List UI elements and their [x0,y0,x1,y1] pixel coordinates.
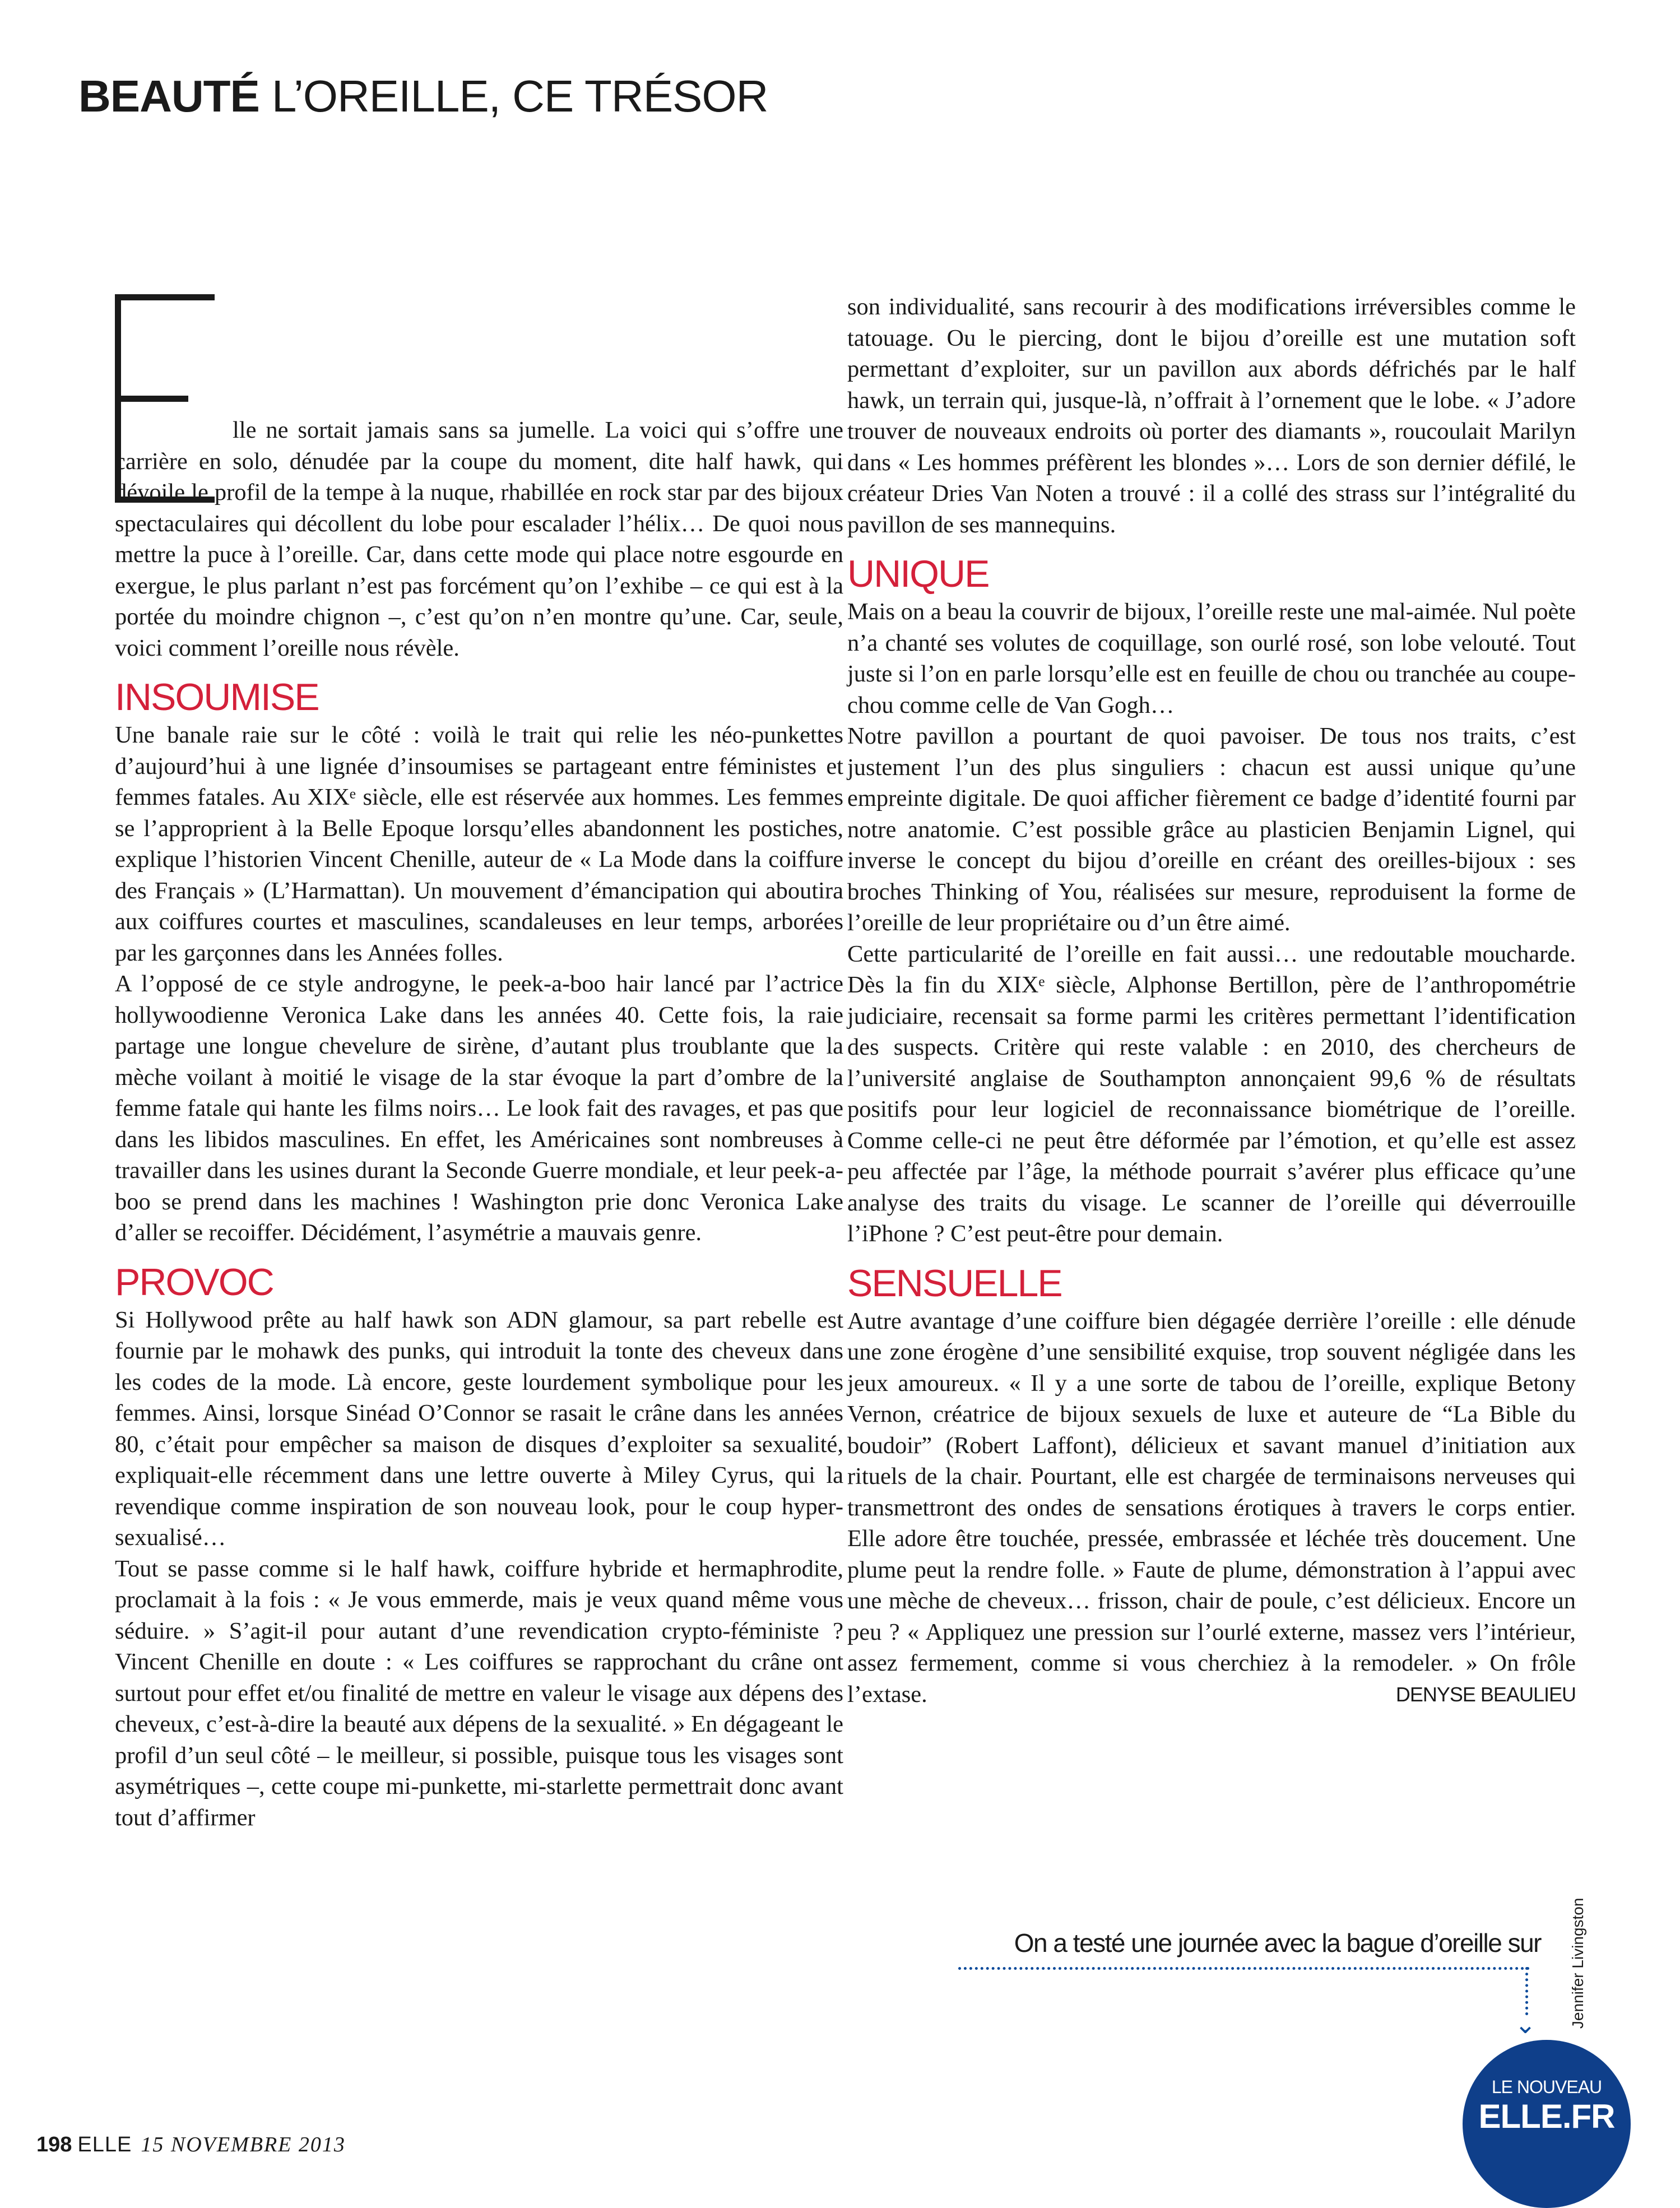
body-paragraph: Notre pavillon a pourtant de quoi pavoiser. De tous nos traits, c’est justement l’un des plus singuliers : chacun est aussi unique qu’une empreinte digitale. De quoi afficher fièrement ce badge d’identité fourni par notre anatomie. C’est possible grâce au plasticien Benjamin Lignel, qui inverse le concept du bijou d’oreille en créant des oreilles-bijoux : ses broches Thinking of You, réalisées sur mesure, reproduisent la forme de l’oreille de leur propriétaire ou d’un être aimé. [847,723,1576,936]
issue-date: 15 NOVEMBRE 2013 [141,2133,346,2156]
section-heading: UNIQUE [847,553,989,595]
body-paragraph: Si Hollywood prête au half hawk son ADN glamour, sa part rebelle est fournie par le mohawk des punks, qui introduit la tonte des cheveux dans les codes de la mode. Là encore, geste lourdement symbolique pour les femmes. Ainsi, lorsque Sinéad O’Connor se rasait le crâne dans les années 80, c’était pour empêcher sa maison de disques d’exploiter sa sexualité, expliquait-elle récemment dans une lettre ouverte à Miley Cyrus, qui la revendique comme inspiration de son nouveau look, pour le coup hyper-sexualisé… [115,1306,843,1551]
elle-fr-badge[interactable] [1463,2040,1631,2208]
author-byline: DENYSE BEAULIEU [1395,1683,1576,1706]
left-column [115,415,843,1833]
body-paragraph: Cette particularité de l’oreille en fait aussi… une redoutable moucharde. Dès la fin du XIXᵉ siècle, Alphonse Bertillon, père de l’anthropométrie judiciaire, recensait sa forme parmi les critères permettant l’identification des suspects. Critère qui reste valable : en 2010, des chercheurs de l’université anglaise de Southampton annonçaient 99,6 % de résultats positifs pour leur logiciel de reconnaissance biométrique de l’oreille. Comme celle-ci ne peut être déformée par l’émotion, et qu’elle est assez peu affectée par l’âge, la méthode pourrait s’avérer plus efficace qu’une analyse des traits du visage. Le scanner de l’oreille qui déverrouille l’iPhone ? C’est peut-être pour demain. [847,940,1576,1247]
promo-dotted-line [958,1967,1530,1970]
section-label: BEAUTÉ [78,71,259,121]
body-paragraph: Tout se passe comme si le half hawk, coiffure hybride et hermaphrodite, proclamait à la fois : « Je vous emmerde, mais je veux quand même vous séduire. » S’agit-il pour autant d’une revendication crypto-féministe ? Vincent Chenille en doute : « Les coiffures se rapprochant du crâne ont surtout pour effet et/ou finalité de mettre en valeur le visage aux dépens des cheveux, c’est-à-dire la beauté aux dépens de la sexualité. » En dégageant le profil d’un seul côté – le meilleur, si possible, puisque tous les visages sont asymétriques –, cette coupe mi-punkette, mi-starlette permettrait donc avant tout d’affirmer [115,1555,843,1831]
promo-text[interactable]: On a testé une journée avec la bague d’oreille sur [1014,1928,1541,1957]
magazine-name: ELLE [77,2133,132,2156]
page-footer [36,2132,346,2157]
section-heading: PROVOC [115,1260,273,1304]
photo-credit: Jennifer Livingston [1569,1898,1586,2029]
page-header [78,68,768,124]
right-column [847,291,1576,1710]
page-number: 198 [36,2133,72,2156]
section-heading: SENSUELLE [847,1261,1062,1305]
article-title: L’OREILLE, CE TRÉSOR [271,71,768,121]
section-heading: INSOUMISE [115,676,319,718]
body-paragraph: Mais on a beau la couvrir de bijoux, l’oreille reste une mal-aimée. Nul poète n’a chanté ses volutes de coquillage, son ourlé rosé, son lobe velouté. Tout juste si l’on en parle lorsqu’elle est en feuille de chou ou tranchée au coupe-chou comme celle de Van Gogh… [847,599,1576,718]
arrow-down-icon: ⌄ [1514,2009,1537,2039]
body-paragraph: son individualité, sans recourir à des modifications irréversibles comme le tatouage. Ou le piercing, dont le bijou d’oreille est une mutation soft permettant d’exploiter, sur un pavillon aux abords défrichés par le half hawk, un terrain qui, jusque-là, n’offrait à l’ornement que le lobe. « J’adore trouver de nouveaux endroits où porter des diamants », roucoulait Marilyn dans « Les hommes préfèrent les blondes »… Lors de son dernier défilé, le créateur Dries Van Noten a trouvé : il a collé des strass sur l’intégralité du pavillon de ses mannequins. [847,294,1576,538]
body-paragraph: Autre avantage d’une coiffure bien dégagée derrière l’oreille : elle dénude une zone érogène d’une sensibilité exquise, trop souvent négligée dans les jeux amoureux. « Il y a une sorte de tabou de l’oreille, explique Betony Vernon, créatrice de bijoux sexuels de luxe et auteure de “La Bible du boudoir” (Robert Laffont), délicieux et savant manuel d’initiation aux rituels de la chair. Pourtant, elle est chargée de terminaisons nerveuses qui transmettront des ondes de sensations érotiques à travers le corps entier. Elle adore être touchée, pressée, embrassée et léchée très doucement. Une plume peut la rendre folle. » Faute de plume, démonstration à l’appui avec une mèche de cheveux… frisson, chair de poule, c’est délicieux. Encore un peu ? « Appliquez une pression sur l’ourlé externe, massez vers l’intérieur, assez fermement, comme si vous cherchiez à la remodeler. » On frôle l’extase. [847,1307,1576,1708]
badge-line-1: LE NOUVEAU [1491,2077,1602,2097]
body-paragraph: A l’opposé de ce style androgyne, le peek-a-boo hair lancé par l’actrice hollywoodienne Veronica Lake dans les années 40. Cette fois, la raie partage une longue chevelure de sirène, d’autant plus troublante que la mèche voilant à moitié le visage de la star évoque la part d’ombre de la femme fatale qui hante les films noirs… Le look fait des ravages, et pas que dans les libidos masculines. En effet, les Américaines sont nombreuses à travailler dans les usines durant la Seconde Guerre mondiale, et leur peek-a-boo se prend dans les machines ! Washington prie donc Veronica Lake d’aller se recoiffer. Décidément, l’asymétrie a mauvais genre. [115,971,843,1246]
body-paragraph: Une banale raie sur le côté : voilà le trait qui relie les néo-punkettes d’aujourd’hui à une lignée d’insoumises se partageant entre féministes et femmes fatales. Au XIXᵉ siècle, elle est réservée aux hommes. Les femmes se l’approprient à la Belle Epoque lorsqu’elles abandonnent les postiches, explique l’historien Vincent Chenille, auteur de « La Mode dans la coiffure des Français » (L’Harmattan). Un mouvement d’émancipation qui aboutira aux coiffures courtes et masculines, scandaleuses en leur temps, arborées par les garçonnes dans les Années folles. [115,722,843,966]
promo-dotted-arrow [1525,1967,1528,2015]
intro-paragraph: lle ne sortait jamais sans sa jumelle. La voici qui s’offre une carrière en solo, dénudée par la coupe du moment, dite half hawk, qui dévoile le profil de la tempe à la nuque, rhabillée en rock star par des bijoux spectaculaires qui décollent du lobe pour escalader l’hélix… De quoi nous mettre la puce à l’oreille. Car, dans cette mode qui place notre esgourde en exergue, le plus parlant n’est pas forcément qu’on l’exhibe – ce qui est à la portée du moindre chignon –, c’est qu’on n’en montre qu’une. Car, seule, voici comment l’oreille nous révèle. [115,417,843,661]
badge-line-2: ELLE.FR [1478,2098,1615,2135]
drop-cap-letter [121,300,122,301]
